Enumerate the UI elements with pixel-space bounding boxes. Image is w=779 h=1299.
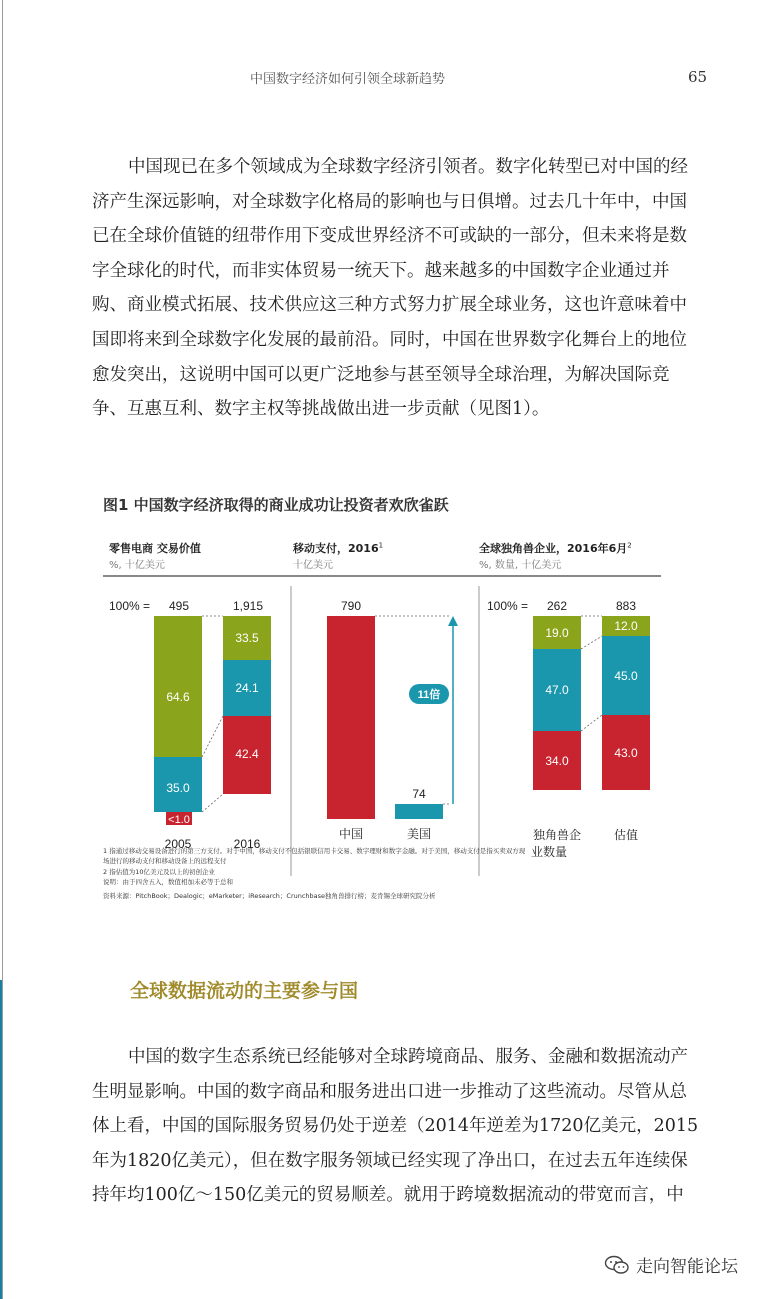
paragraph-line: 愈发突出，这说明中国可以更广泛地参与甚至领导全球治理，为解决国际竞	[92, 364, 670, 385]
panel3-count-label-teal: 47.0	[545, 683, 569, 697]
paragraph-line: 济产生深远影响，对全球数字化格局的影响也与日俱增。过去几十年中，中国	[92, 191, 687, 212]
section-paragraph	[92, 1040, 699, 1213]
panel3-valuation-label-green: 12.0	[614, 619, 638, 633]
panel3-xlabel-count-line1: 独角兽企	[532, 828, 582, 842]
panel3-title-footnote-mark: 2	[627, 541, 632, 550]
paragraph-line: 生明显影响。中国的数字商品和服务进出口进一步推动了这些流动。尽管从总	[92, 1081, 687, 1102]
panel1-total-2016: 1,915	[232, 599, 264, 613]
intro-paragraph	[92, 150, 688, 427]
panel1-xlabel-2016: 2016	[233, 837, 261, 851]
panel3-valuation-label-teal: 45.0	[614, 669, 638, 683]
panel3-connector	[581, 715, 602, 731]
panel1-connector	[202, 716, 223, 757]
paragraph-line: 中国的数字生态系统已经能够对全球跨境商品、服务、金融和数据流动产	[128, 1047, 688, 1067]
panel2-subtitle: 十亿美元	[293, 560, 333, 571]
panel3-count-label-red: 34.0	[545, 754, 569, 768]
figure-footnote: 2 指估值为10亿美元及以上的初创企业	[103, 868, 215, 876]
panel2-value-usa: 74	[412, 787, 426, 801]
watermark	[604, 1252, 738, 1277]
figure-footnote: 1 指通过移动交易设备进行的第三方支付。对于中国，移动支付不包括银联信用卡交易、数字理财和数字金融。对于美国，移动支付是指买卖双方现	[103, 847, 526, 855]
page-number: 65	[688, 68, 708, 86]
paragraph-line: 持年均100亿～150亿美元的贸易顺差。就用于跨境数据流动的带宽而言，中	[92, 1185, 684, 1206]
panel1-total-prefix: 100% =	[109, 599, 151, 613]
paragraph-line: 中国现已在多个领域成为全球数字经济引领者。数字化转型已对中国的经	[128, 157, 688, 177]
panel2-title-text: 移动支付，2016	[293, 542, 379, 555]
panel1-subtitle: %, 十亿美元	[109, 560, 165, 571]
paragraph-line: 字全球化的时代，而非实体贸易一统天下。越来越多的中国数字企业通过并	[92, 260, 670, 281]
paragraph-line: 争、互惠互利、数字主权等挑战做出进一步贡献（见图1）。	[92, 399, 550, 420]
panel2-xlabel-usa: 美国	[406, 827, 432, 841]
paragraph-line: 已在全球价值链的纽带作用下变成世界经济不可或缺的一部分，但未来将是数	[92, 226, 687, 247]
panel3-total-count: 262	[546, 599, 568, 613]
panel2-value-china: 790	[340, 599, 362, 613]
page-left-accent	[0, 980, 2, 1299]
paragraph-line: 购、商业模式拓展、技术供应这三种方式努力扩展全球业务，这也许意味着中	[92, 295, 687, 316]
figure-footnote: 说明：由于四舍五入，数值相加未必等于总和	[103, 878, 233, 886]
panel3-subtitle: %, 数量, 十亿美元	[479, 560, 562, 571]
panel1-2005-label-green: 64.6	[166, 690, 190, 704]
figure-header-rule	[103, 575, 661, 577]
figure-source: 资料来源：PitchBook；Dealogic；eMarketer；iResearch；Crunchbase独角兽排行榜；麦肯锡全球研究院分析	[103, 892, 436, 900]
watermark-text: 走向智能论坛	[636, 1257, 738, 1277]
page-left-rule	[2, 0, 3, 1299]
paragraph-line: 年为1820亿美元），但在数字服务领域已经实现了净出口，在过去五年连续保	[92, 1150, 688, 1171]
panel1-2005-label-teal: 35.0	[166, 781, 190, 795]
panel1-title: 零售电商 交易价值	[109, 542, 201, 555]
paragraph-line: 国即将来到全球数字化发展的最前沿。同时，中国在世界数字化舞台上的地位	[92, 329, 687, 350]
panel1-2016-label-green: 33.5	[235, 631, 259, 645]
running-header-title: 中国数字经济如何引领全球新趋势	[250, 72, 446, 87]
panel1-2005-label-red: <1.0	[168, 814, 190, 826]
wechat-icon	[604, 1255, 630, 1275]
panel1-connector	[202, 794, 223, 812]
panel2-arrow-head	[448, 616, 458, 626]
panel2-multiplier-text: 11倍	[417, 689, 441, 701]
panel2-bar-usa	[395, 804, 443, 819]
panel2-bar-china	[327, 616, 375, 819]
panel1-2005-segment-green	[154, 616, 202, 757]
panel3-total-valuation: 883	[615, 599, 637, 613]
panel3-title	[479, 540, 632, 556]
panel3-valuation-label-red: 43.0	[614, 746, 638, 760]
page-header	[0, 0, 779, 90]
panel3-total-prefix: 100% =	[487, 599, 529, 613]
panel2-title	[293, 540, 383, 556]
panel3-title-text: 全球独角兽企业，2016年6月	[479, 542, 628, 555]
panel2-xlabel-china: 中国	[338, 827, 364, 841]
figure-title: 图1 中国数字经济取得的商业成功让投资者欢欣雀跃	[103, 496, 449, 514]
panel1-total-2005: 495	[168, 599, 190, 613]
panel2-title-footnote-mark: 1	[378, 541, 384, 550]
panel3-xlabel-valuation: 估值	[613, 828, 639, 842]
section-title: 全球数据流动的主要参与国	[130, 980, 359, 1002]
panel1-xlabel-2005: 2005	[164, 837, 192, 851]
panel3-count-label-green: 19.0	[545, 626, 569, 640]
figure-chart-area	[103, 580, 663, 880]
panel3-xlabel-count-line2: 业数量	[530, 845, 568, 859]
panel1-2016-label-teal: 24.1	[235, 681, 259, 695]
panel3-connector	[581, 636, 602, 649]
paragraph-line: 体上看，中国的国际服务贸易仍处于逆差（2014年逆差为1720亿美元，2015	[92, 1116, 699, 1137]
figure-footnote: 场进行的移动支付和移动设备上的远程支付	[103, 857, 227, 865]
panel1-2016-label-red: 42.4	[235, 747, 259, 761]
